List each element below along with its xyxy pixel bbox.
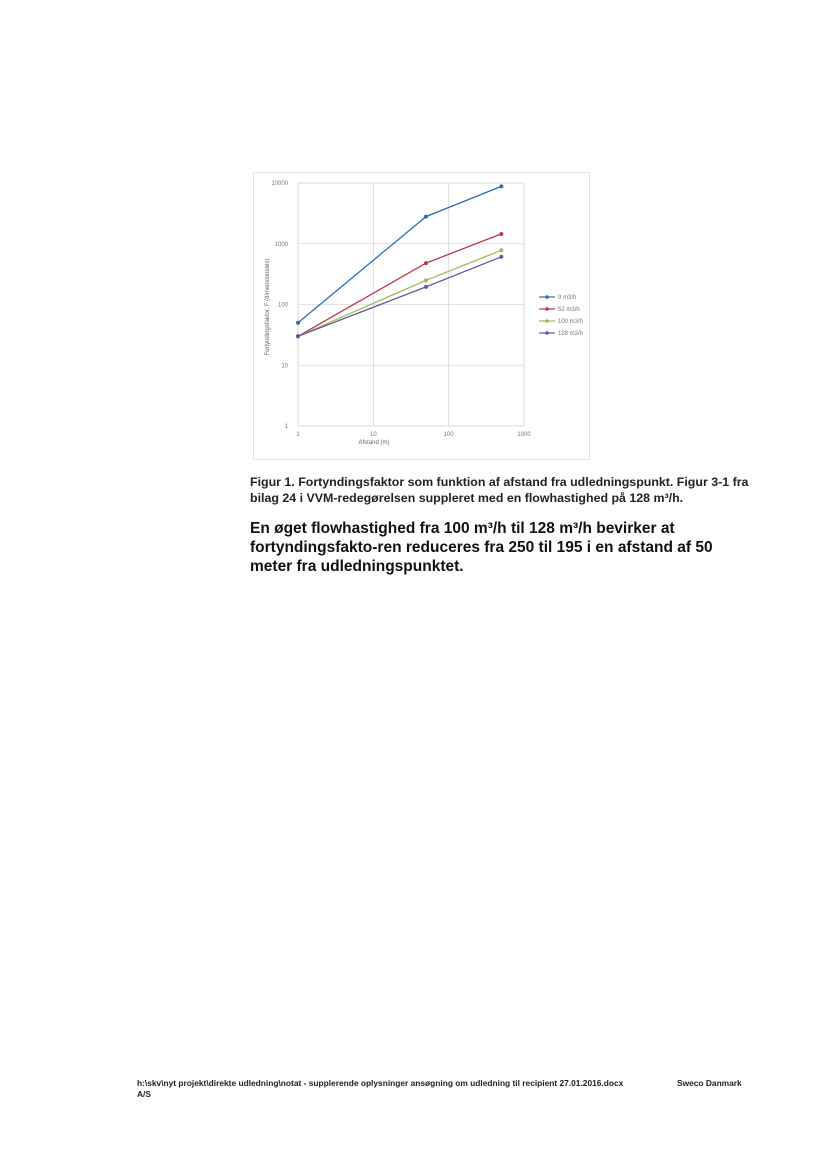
data-point [499, 184, 503, 188]
series [296, 184, 503, 338]
data-point [499, 248, 503, 252]
footer-company: Sweco Danmark [677, 1078, 742, 1088]
x-tick-label: 100 [443, 432, 454, 438]
footer-company-suffix: A/S [137, 1089, 151, 1099]
x-tick-label: 1000 [517, 432, 531, 438]
x-tick-label: 1 [296, 432, 300, 438]
series-0 [296, 184, 503, 324]
y-tick-label: 1 [284, 424, 288, 430]
y-tick-label: 1000 [274, 241, 288, 248]
data-point [296, 334, 300, 338]
dilution-factor-chart [254, 173, 591, 461]
body-paragraph: En øget flowhastighed fra 100 m³/h til 128 m³/h bevirker at fortyndingsfakto-ren reduceres fra 250 til 195 i en afstand af 50 meter fra udledningspunktet. [250, 520, 713, 575]
x-axis-label: Afstand (m) [358, 440, 390, 446]
data-point [499, 232, 503, 236]
x-tick-label: 10 [369, 432, 377, 438]
data-point [424, 285, 428, 289]
data-point [424, 215, 428, 219]
y-axis-label: Fortyndingsfaktor, F (dimensionsløs) [265, 258, 271, 356]
data-point [499, 255, 503, 259]
tick-labels [271, 181, 531, 438]
legend-swatch-marker [545, 295, 549, 299]
legend-entry [539, 331, 583, 337]
footer-file-path: h:\skv\nyt projekt\direkte udledning\notat - supplerende oplysninger ansøgning om udledning til recipient 27.01.2016.docx [137, 1078, 624, 1088]
legend-label: 52 m3/h [558, 307, 580, 313]
series-line [298, 250, 501, 336]
legend-entry [539, 319, 583, 325]
legend-label: 9 m3/h [558, 295, 577, 301]
legend-label: 100 m3/h [558, 319, 584, 325]
chart-frame [253, 172, 590, 460]
series-1 [296, 232, 503, 338]
y-tick-label: 10000 [271, 181, 288, 187]
series-line [298, 186, 501, 322]
series-3 [296, 255, 503, 338]
figure-caption: Figur 1. Fortyndingsfaktor som funktion af afstand fra udledningspunkt. Figur 3-1 fra bilag 24 i VVM-redegørelsen suppleret med en flowhastighed på 128 m³/h. [250, 475, 749, 505]
legend [539, 295, 583, 337]
series-line [298, 257, 501, 337]
grid [298, 183, 524, 426]
legend-swatch-marker [545, 319, 549, 323]
series-line [298, 234, 501, 336]
legend-entry [539, 307, 580, 313]
legend-label: 128 m3/h [558, 331, 584, 337]
data-point [424, 278, 428, 282]
legend-swatch-marker [545, 331, 549, 335]
y-tick-label: 100 [277, 302, 288, 309]
data-point [424, 261, 428, 265]
y-tick-label: 10 [281, 363, 288, 370]
data-point [296, 321, 300, 325]
legend-entry [539, 295, 576, 301]
legend-swatch-marker [545, 307, 549, 311]
